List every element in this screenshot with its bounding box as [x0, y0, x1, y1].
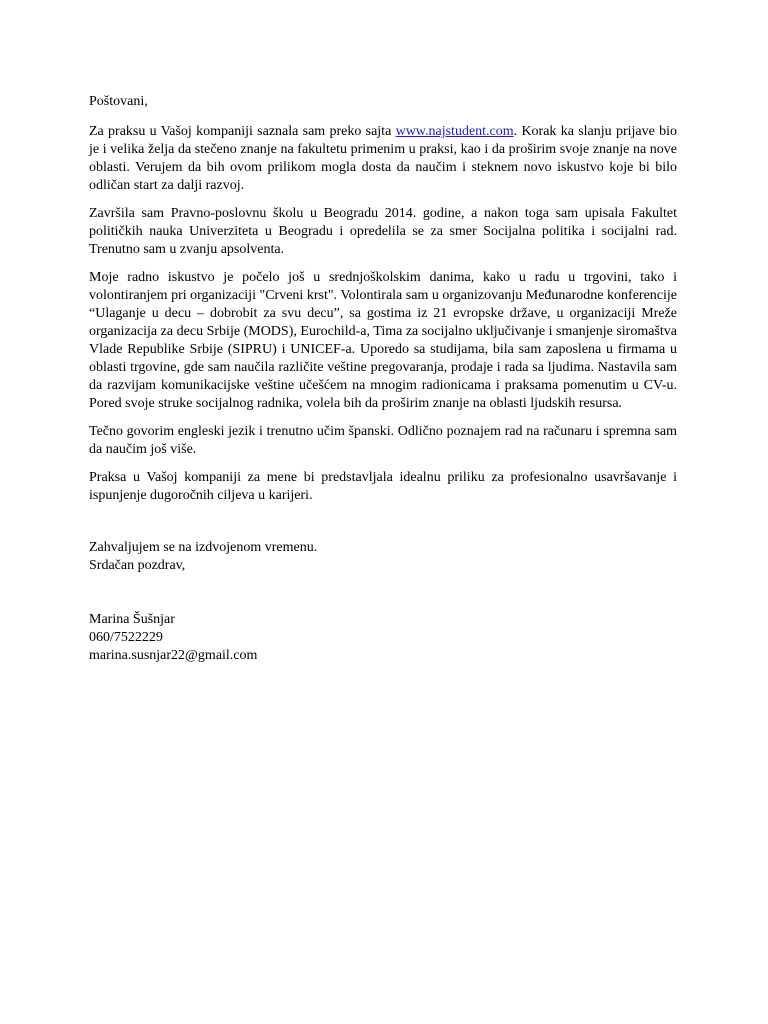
signature-phone: 060/7522229 [89, 630, 163, 645]
cover-letter [89, 93, 677, 665]
paragraph-motivation: Praksa u Vašoj kompaniji za mene bi predstavljala idealnu priliku za profesionalno usavršavanje i ispunjenje dugoročnih ciljeva u karijeri. [89, 470, 677, 503]
signature-name: Marina Šušnjar [89, 612, 175, 627]
paragraph-experience: Moje radno iskustvo je počelo još u srednjoškolskim danima, kako u radu u trgovini, tako i volontiranjem pri organizaciji "Crveni krst". Volontirala sam u organizovanju Međunarodne konferencije “Ulaganje u decu – dobrobit za svu decu”, sa gostima iz 21 evropske države, u organizaciji Mreže organizacija za decu Srbije (MODS), Eurochild-a, Tima za socijalno uključivanje i smanjenje siromaštva Vlade Republike Srbije (SIPRU) i UNICEF-a. Uporedo sa studijama, bila sam zaposlena u firmama u oblasti trgovine, gde sam naučila različite veštine pregovaranja, prodaje i rada sa ljudima. Nastavila sam da razvijam komunikacijske veštine učešćem na mnogim radionicama i praksama pomenutim u CV-u. Pored svoje struke socijalnog radnika, volela bih da proširim znanje na oblasti ljudskih resursa. [89, 270, 677, 411]
closing-thanks: Zahvaljujem se na izdvojenom vremenu. [89, 540, 318, 555]
signature-block [89, 611, 677, 665]
paragraph-intro-text-before: Za praksu u Vašoj kompaniji saznala sam preko sajta [89, 124, 396, 139]
paragraph-skills: Tečno govorim engleski jezik i trenutno učim španski. Odlično poznajem rad na računaru i spremna sam da naučim još više. [89, 424, 677, 457]
salutation: Poštovani, [89, 94, 148, 109]
closing-regards: Srdačan pozdrav, [89, 558, 186, 573]
paragraph-education: Završila sam Pravno-poslovnu školu u Beogradu 2014. godine, a nakon toga sam upisala Fakultet političkih nauka Univerziteta u Beogradu i opredelila se za smer Socijalna politika i socijalni rad. Trenutno sam u zvanju apsolventa. [89, 206, 677, 257]
closing [89, 539, 677, 575]
website-link[interactable]: www.najstudent.com [395, 124, 514, 139]
paragraph-intro [89, 123, 677, 195]
paragraph-intro-text-after: . Korak ka slanju prijave bio je i velika želja da stečeno znanje na fakultetu primenim u praksi, kao i da proširim svoje znanje na nove oblasti. Verujem da bih ovom prilikom mogla dosta da naučim i steknem novo iskustvo koje bi bilo odličan start za dalji razvoj. [89, 124, 677, 193]
signature-email: marina.susnjar22@gmail.com [89, 648, 258, 663]
